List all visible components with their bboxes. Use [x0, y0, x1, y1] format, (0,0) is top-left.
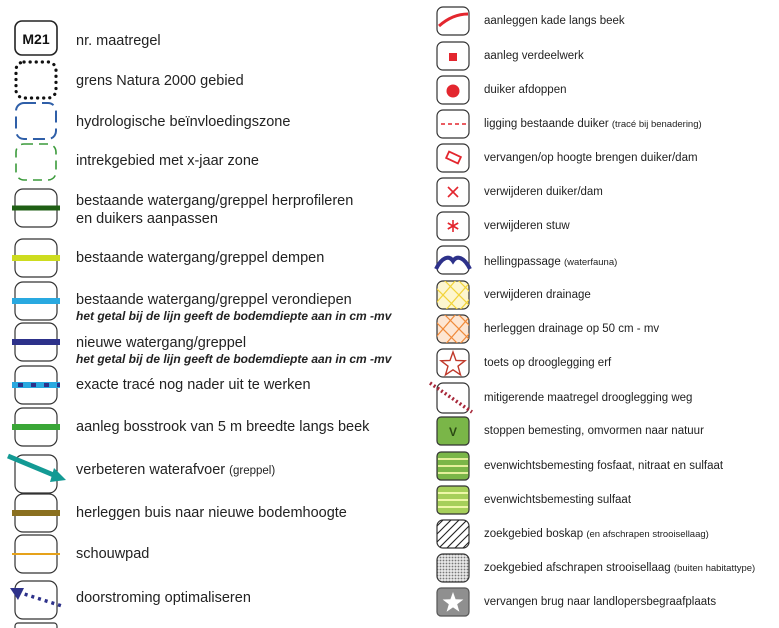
light-green-striped-symbol: [436, 485, 472, 517]
legend-label: ligging bestaande duiker (tracé bij benadering): [484, 118, 702, 130]
red-square-symbol: [436, 41, 472, 73]
legend-label-line1: bestaande watergang/greppel verondiepen: [76, 292, 352, 308]
orange-line-symbol: [14, 534, 74, 578]
legend-label: zoekgebied boskap (en afschrapen strooisellaag): [484, 528, 709, 540]
orange-grid-symbol: [436, 314, 472, 346]
dashed-blue-line-symbol: [14, 365, 74, 409]
legend-label: intrekgebied met x-jaar zone: [76, 153, 259, 169]
red-dot-symbol: [436, 75, 472, 107]
legend-label: mitigerende maatregel drooglegging weg: [484, 392, 693, 404]
legend-label: toets op drooglegging erf: [484, 357, 612, 369]
legend-label: verwijderen duiker/dam: [484, 186, 603, 198]
green-v-box-symbol: [436, 416, 472, 448]
legend-label: [76, 291, 391, 324]
brown-line-symbol: [14, 493, 74, 537]
legend-label: grens Natura 2000 gebied: [76, 73, 244, 89]
legend-label: verbeteren waterafvoer (greppel): [76, 462, 276, 478]
legend-label: bestaande watergang/greppel dempen: [76, 250, 325, 266]
legend-sublabel: het getal bij de lijn geeft de bodemdiepte aan in cm -mv: [76, 352, 392, 366]
legend-label: herleggen buis naar nieuwe bodemhoogte: [76, 505, 347, 521]
legend-label: exacte tracé nog nader uit te werken: [76, 377, 311, 393]
legend-label: schouwpad: [76, 546, 150, 562]
legend-label: vervangen brug naar landlopersbegraafplaats: [484, 596, 717, 608]
blue-dashed-boundary-symbol: [14, 101, 74, 145]
legend-label: hellingpassage (waterfauna): [484, 256, 618, 268]
legend-label-line1: nieuwe watergang/greppel: [76, 335, 247, 351]
legend-label: aanleg bosstrook van 5 m breedte langs beek: [76, 419, 370, 435]
star-outline-icon: [436, 348, 472, 380]
legend-label: doorstroming optimaliseren: [76, 590, 251, 606]
dark-blue-line-symbol: [14, 322, 74, 366]
legend-label: aanleggen kade langs beek: [484, 15, 625, 27]
light-blue-line-symbol: [14, 281, 74, 325]
legend-label: verwijderen stuw: [484, 220, 570, 232]
teal-arrow-symbol: [6, 450, 76, 496]
legend-label: stoppen bemesting, omvormen naar natuur: [484, 425, 704, 437]
yellow-green-line-symbol: [14, 238, 74, 282]
legend-label: zoekgebied afschrapen strooisellaag (buiten habitattype): [484, 562, 756, 574]
red-tilted-rect-symbol: [436, 143, 472, 175]
dotted-diagonal-symbol: [428, 380, 476, 418]
legend-label: [76, 192, 353, 228]
green-striped-symbol: [436, 451, 472, 483]
red-curve-symbol: [436, 6, 472, 38]
legend-label-line1: bestaande watergang/greppel herprofileren: [76, 193, 354, 209]
legend-label: evenwichtsbemesting sulfaat: [484, 494, 632, 506]
legend-label: duiker afdoppen: [484, 84, 567, 96]
dotted-arrow-symbol: [6, 578, 76, 628]
legend-label: hydrologische beïnvloedingszone: [76, 114, 291, 130]
legend-label: [76, 334, 391, 367]
dotted-boundary-symbol: [14, 60, 74, 104]
legend-label: aanleg verdeelwerk: [484, 50, 584, 62]
legend-label: evenwichtsbemesting fosfaat, nitraat en sulfaat: [484, 460, 724, 472]
legend-label: herleggen drainage op 50 cm - mv: [484, 323, 660, 335]
legend-label: vervangen/op hoogte brengen duiker/dam: [484, 152, 698, 164]
blue-arc-symbol: [433, 245, 475, 277]
star-icon: [436, 587, 472, 619]
m21-code: M21: [22, 31, 50, 47]
stop-fertilizing-code: V: [448, 425, 458, 439]
legend-label: nr. maatregel: [76, 33, 161, 49]
legend-sublabel: het getal bij de lijn geeft de bodemdiepte aan in cm -mv: [76, 309, 392, 323]
legend-label-line2: en duikers aanpassen: [76, 211, 218, 227]
red-cross-symbol: [436, 177, 472, 209]
yellow-grid-symbol: [436, 280, 472, 312]
red-dashed-line-symbol: [436, 109, 472, 141]
crosshatch-symbol: [436, 553, 472, 585]
dark-green-line-symbol: [14, 188, 74, 232]
red-asterisk-symbol: [436, 211, 472, 243]
green-line-symbol: [14, 407, 74, 451]
legend-label: verwijderen drainage: [484, 289, 591, 301]
green-dashed-boundary-symbol: [14, 142, 74, 186]
m21-box-symbol: [14, 20, 74, 60]
hatched-symbol: [436, 519, 472, 551]
